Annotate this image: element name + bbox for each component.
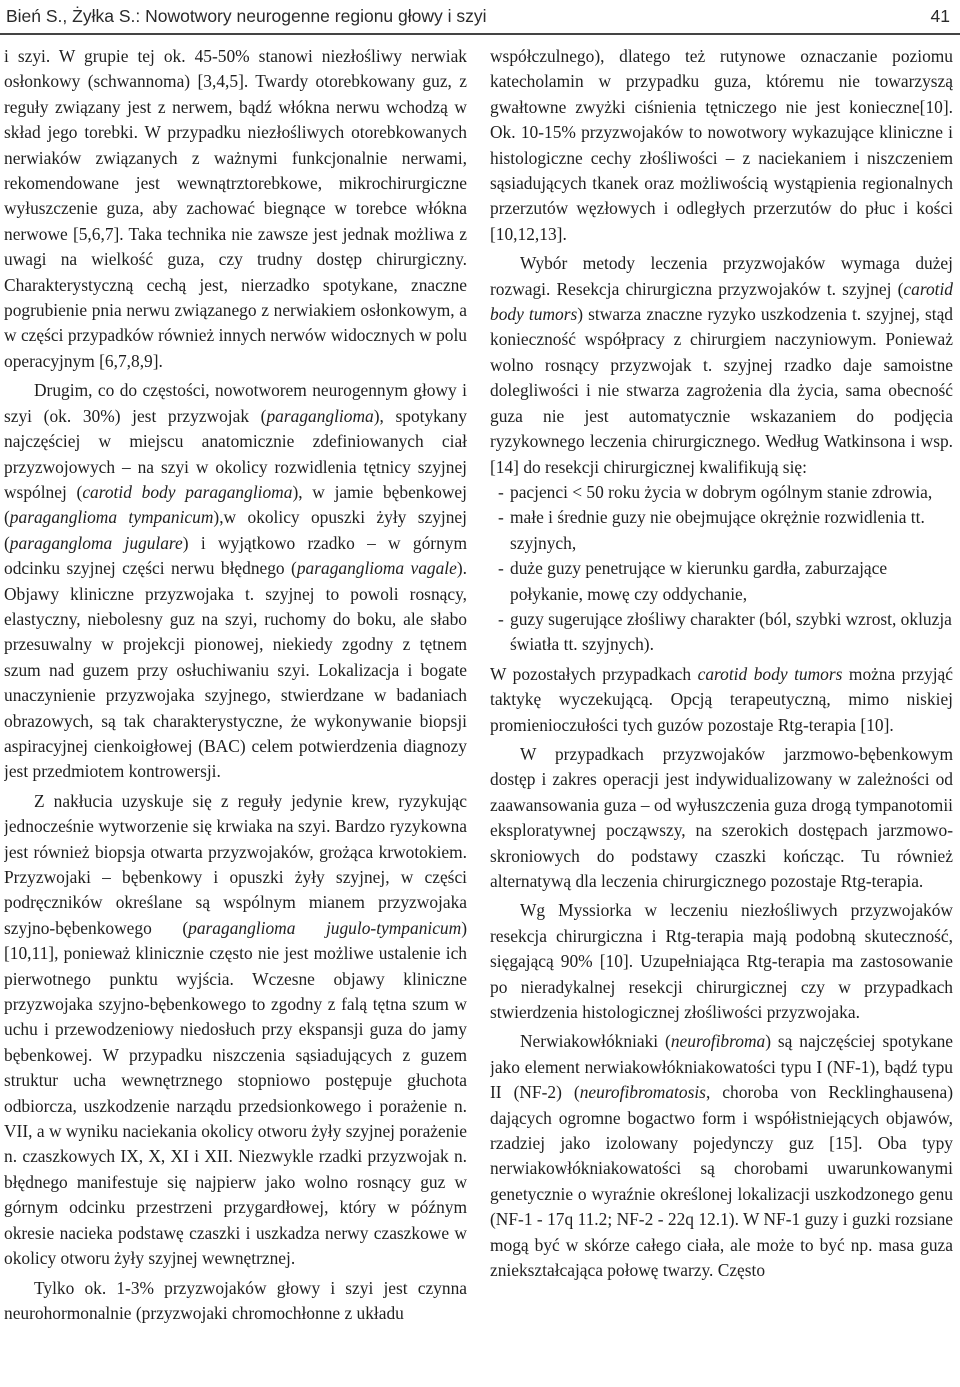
left-column [4, 44, 467, 1384]
paragraph-paraganglioma: Drugim, co do częstości, nowotworem neurogennym głowy i szyi (ok. 30%) jest przyzwojak (paraganglioma), spotykany najczęściej w miejscu anatomicznie zdefiniowanych ciał przyzwojowych – na szyi w okolicy rozwidlenia tętnicy szyjnej wspólnej (carotid body paraganglioma), w jamie bębenkowej (paraganglioma tympanicum),w okolicy opuszki żyły szyjnej (paragangloma jugulare) i wyjątkowo rzadko – w górnym odcinku szyjnej części nerwu błędnego (paraganglioma vagale). Objawy kliniczne przyzwojaka t. szyjnej to powoli rosnący, elastyczny, niebolesny guz na szyi, ruchomy do boku, ale słabo przesuwalny w projekcji pionowej, niekiedy zgodny z tętnem szum nad guzem przy osłuchiwaniu szyi. Lokalizacja i bogate unaczynienie przyzwojaka szyjnego, stwierdzane w badaniach obrazowych, są tak charakterystyczne, że wykonywanie biopsji aspiracyjnej cienkoigłowej (BAC) celem potwierdzenia diagnozy jest przedmiotem kontrowersji. [4, 380, 467, 782]
paragraph-neurohormonal: Tylko ok. 1-3% przyzwojaków głowy i szyi jest czynna neurohormonalnie (przyzwojaki chromochłonne z układu [4, 1277, 467, 1323]
paragraph-treatment-choice: Wybór metody leczenia przyzwojaków wymaga dużej rozwagi. Resekcja chirurgiczna przyzwojaków t. szyjnej (carotid body tumors) stwarza znaczne ryzyko uszkodzenia t. szyjnej, stąd konieczność współpracy z chirurgiem naczyniowym. Ponieważ wolno rosnący przyzwojak t. szyjnej rzadko daje samoistne dolegliwości i nie stwarza zagrożenia dla życia, sama obecność guza nie jest automatycznie wskazaniem do podjęcia ryzykownego leczenia chirurgicznego. Według Watkinsona i wsp. [14] do resekcji chirurgicznej kwalifikują się: [490, 253, 953, 477]
paragraph-jugulotympanic: W przypadkach przyzwojaków jarzmowo-bębenkowym dostęp i zakres operacji jest indywidualizowany w zależności od zaawansowania guza – od wyłuszczenia guza drogą tympanotomii eksploratywnej począwszy, na szerokich dostępach jarzmowo-skroniowych do podstawy czaszki kończąc. Tu również alternatywą dla leczenia chirurgicznego pozostaje Rtg-terapia. [490, 743, 953, 891]
paragraph-watchful-waiting: W pozostałych przypadkach carotid body tumors można przyjąć taktykę wyczekującą. Opcją terapeutyczną, mimo niskiej promienioczułości tych guzów pozostaje Rtg-terapia [10]. [490, 663, 953, 735]
list-item: - małe i średnie guzy nie obejmujące okrężnie rozwidlenia tt. szyjnych, [498, 507, 925, 553]
paragraph-biopsy: Z nakłucia uzyskuje się z reguły jedynie krew, ryzykując jednocześnie wytworzenie się krwiaka na szyi. Bardzo ryzykowna jest również biopsja otwarta przyzwojaków, grożąca krwotokiem. Przyzwojaki – bębenkowy i opuszki żyły szyjnej, w części podręczników określane są wspólnym mianem przyzwojaka szyjno-bębenkowego (paraganglioma jugulo-tympanicum) [10,11], ponieważ klinicznie często nie jest możliwe ustalenie ich pierwotnego punktu wyjścia. Wczesne objawy kliniczne przyzwojaka szyjno-bębenkowego to zgodny z falą tętna szum w uchu i przewodzeniowy niedosłuch przy ekspansji guza do jamy bębenkowej. W przypadku niszczenia sąsiadujących z guzem struktur ucha wewnętrznego stopniowo postępuje głuchota odbiorcza, uszkodzenie narządu przedsionkowego i porażenie n. VII, a w wyniku naciekania okolicy otworu żyły szyjnej porażenie n. czaszkowych IX, X, XI i XII. Niezwykle rzadki przyzwojak n. błędnego manifestuje się najpierw jako wolno rosnący guz w górnym odcinku przestrzeni przygardłowej, który w późnym okresie nacieka podstawę czaszki i uszkadza nerwy czaszkowe w okolicy otworu żyły szyjnej wewnętrznej. [4, 790, 467, 1269]
paragraph-schwannoma: i szyi. W grupie tej ok. 45-50% stanowi niezłośliwy nerwiak osłonkowy (schwannoma) [3,4,5]. Twardy otorebkowany guz, z reguły związany jest z nerwem, bądź włókna nerwu wchodzą w skład jego torebki. W przypadku niezłośliwych otorebkowanych nerwiaków związanych z ważnymi funkcjonalnie nerwami, rekomendowane jest wewnątrztorebkowe, mikrochirurgiczne wyłuszczenie guza, aby zachować biegnące w torebce włókna nerwowe [5,6,7]. Taka technika nie zawsze jest jednak możliwa z uwagi na wielkość guza, czy trudny dostęp chirurgiczny. Charakterystyczną cechą jest, nierzadko spotykane, znaczne pogrubienie pnia nerwu związanego z nerwiakiem osłonkowym, a w części przypadków również innych nerwów widocznych w polu operacyjnym [6,7,8,9]. [4, 46, 467, 371]
page-number: 41 [930, 6, 950, 26]
running-title: Bień S., Żyłka S.: Nowotwory neurogenne regionu głowy i szyi [6, 6, 487, 26]
list-item: - duże guzy penetrujące w kierunku gardła, zaburzające połykanie, mowę czy oddychanie, [498, 558, 888, 604]
right-column [490, 44, 953, 1384]
paragraph-myssiorek: Wg Myssiorka w leczeniu niezłośliwych przyzwojaków resekcja chirurgiczna i Rtg-terapia mają podobną skuteczność, sięgającą 90% [10]. Uzupełniająca Rtg-terapia ma zastosowanie po nieradykalnej resekcji chirurgicznej czy w przypadkach stwierdzenia histologicznej złośliwości przyzwojaka. [490, 900, 953, 1023]
list-item: - pacjenci < 50 roku życia w dobrym ogólnym stanie zdrowia, [498, 481, 933, 502]
running-header [0, 6, 960, 32]
paragraph-catecholamines: współczulnego), dlatego też rutynowe oznaczanie poziomu katecholamin w przypadku guza, któremu nie towarzyszą gwałtowne zwyżki ciśnienia tętniczego nie jest konieczne[10]. Ok. 10-15% przyzwojaków to nowotwory wykazujące kliniczne i histologiczne cechy złośliwości – z naciekaniem i niszczeniem sąsiadujących tkanek oraz możliwością wystąpienia regionalnych przerzutów węzłowych i odległych przerzutów do płuc i kości [10,12,13]. [490, 46, 953, 244]
header-rule [0, 33, 960, 35]
list-item: - guzy sugerujące złośliwy charakter (ból, szybki wzrost, okluzja światła tt. szyjnych). [498, 608, 952, 655]
paragraph-neurofibroma: Nerwiakowłókniaki (neurofibroma) są najczęściej spotykane jako element nerwiakowłókniakowatości typu I (NF-1), bądź typu II (NF-2) (neurofibromatosis, choroba von Recklinghausena) dających ogromne bogactwo form i współistniejących objawów, rzadziej jako izolowany pojedynczy guz [15]. Oba typy nerwiakowłókniakowatości są chorobami uwarunkowanymi genetycznie o wyraźnie określonej lokalizacji uszkodzonego genu (NF-1 - 17q 11.2; NF-2 - 22q 12.1). W NF-1 guzy i guzki rozsiane mogą być w skórze całego ciała, ale może to być np. masa guza zniekształcająca połowę twarzy. Często [490, 1031, 953, 1281]
resection-criteria-list [490, 480, 953, 658]
